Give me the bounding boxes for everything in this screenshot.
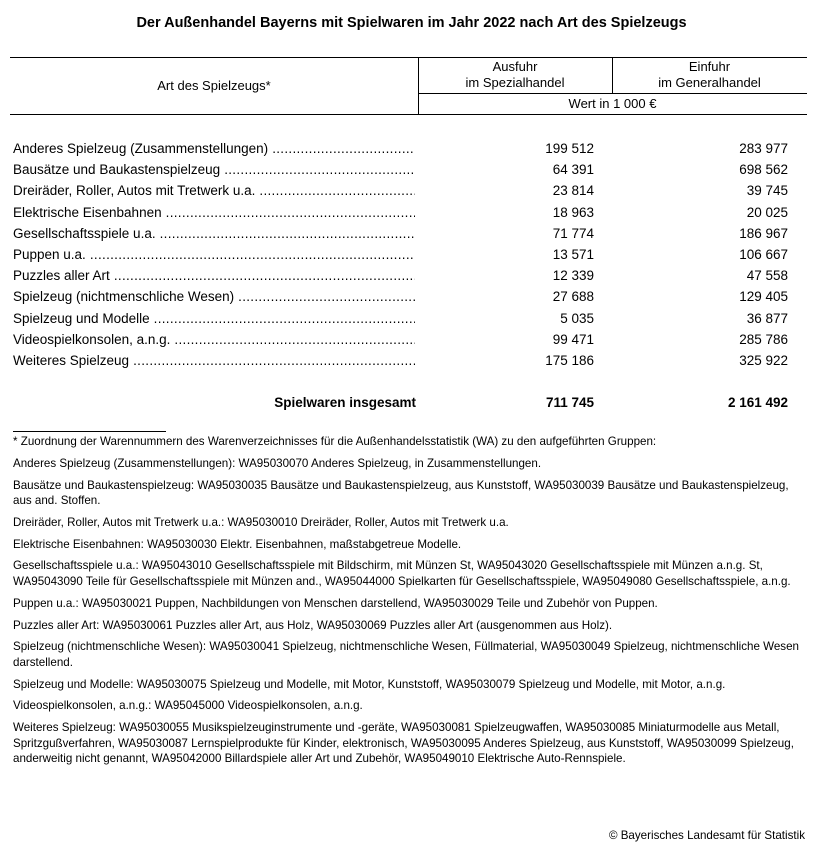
row-einfuhr-value: 36 877 xyxy=(746,310,788,326)
row-label: Spielzeug (nichtmenschliche Wesen) ..... xyxy=(13,286,415,307)
footnote-item: Videospielkonsolen, a.n.g.: WA95045000 Videospielkonsolen, a.n.g. xyxy=(13,699,363,713)
column-header-ausfuhr xyxy=(418,59,612,93)
row-label: Weiteres Spielzeug ..... xyxy=(13,350,415,371)
footnote-item: Puppen u.a.: WA95030021 Puppen, Nachbildungen von Menschen darstellend, WA95030029 Teile und Zubehör von Puppen. xyxy=(13,596,658,610)
table-row xyxy=(0,202,823,223)
row-ausfuhr-value: 5 035 xyxy=(560,310,594,326)
table-row xyxy=(0,138,823,159)
row-einfuhr-value: 285 786 xyxy=(739,331,788,347)
row-ausfuhr-value: 13 571 xyxy=(552,246,594,262)
footnote-separator xyxy=(13,431,166,432)
total-row xyxy=(0,392,823,413)
row-label: Puzzles aller Art ..... xyxy=(13,265,415,286)
footnotes xyxy=(13,434,803,773)
column-header-einfuhr-line2: im Generalhandel xyxy=(658,75,761,90)
column-header-ausfuhr-line1: Ausfuhr xyxy=(492,59,538,74)
footnote-item: Puzzles aller Art: WA95030061 Puzzles aller Art, aus Holz, WA95030069 Puzzles aller Art (ausgenommen aus Holz). xyxy=(13,618,613,632)
row-label: Elektrische Eisenbahnen ..... xyxy=(13,202,415,223)
row-einfuhr-value: 698 562 xyxy=(739,162,788,178)
row-ausfuhr-value: 199 512 xyxy=(545,141,594,156)
table-row xyxy=(0,350,823,371)
row-einfuhr-value: 283 977 xyxy=(739,141,788,156)
row-ausfuhr-value: 27 688 xyxy=(552,289,594,305)
row-ausfuhr-value: 64 391 xyxy=(552,162,594,178)
row-label: Anderes Spielzeug (Zusammenstellungen) ..... xyxy=(13,138,415,159)
column-header-ausfuhr-line2: im Spezialhandel xyxy=(465,75,565,90)
table-row xyxy=(0,159,823,180)
footnote-item: Dreiräder, Roller, Autos mit Tretwerk u.a.: WA95030010 Dreiräder, Roller, Autos mit Tretwerk u.a. xyxy=(13,515,509,529)
row-einfuhr-value: 325 922 xyxy=(739,352,788,368)
footnote-intro: * Zuordnung der Warennummern des Warenverzeichnisses für die Außenhandelsstatistik (WA) zu den aufgeführten Gruppen: xyxy=(13,435,657,448)
footnote-item: Weiteres Spielzeug: WA95030055 Musikspielzeuginstrumente und -geräte, WA95030081 Spielzeugwaffen, WA95030085 Miniaturmodelle aus Metall, Spritzgußverfahren, WA95030087 Lernspielprodukte für Kinder, elektronisch, WA95030095 Anderes Spielzeug, aus Kunststoff, WA95030099 Spielzeug, anderweitig nicht genannt, WA95042000 Billardspiele aller Art und Zubehör, WA95049010 Elektrische Auto-Rennspiele. xyxy=(13,721,794,766)
row-label: Puppen u.a. ..... xyxy=(13,244,415,265)
table-row xyxy=(0,329,823,350)
footnote-item: Gesellschaftsspiele u.a.: WA95043010 Gesellschaftsspiele mit Bildschirm, mit Münzen St, WA95043020 Gesellschaftsspiele mit Münzen a.n.g. St, WA95043090 Teile für Gesellschaftsspiele mit Münzen and., WA95044000 Spielkarten für Gesellschaftsspiele, WA95049080 Gesellschaftsspiele, a.n.g. xyxy=(13,559,791,588)
column-header-einfuhr xyxy=(612,59,807,93)
unit-label: Wert in 1 000 € xyxy=(568,96,657,111)
table-row xyxy=(0,180,823,201)
copyright-notice: © Bayerisches Landesamt für Statistik xyxy=(608,829,805,842)
row-einfuhr-value: 20 025 xyxy=(746,204,788,220)
footnote-item: Elektrische Eisenbahnen: WA95030030 Elektr. Eisenbahnen, maßstabgetreue Modelle. xyxy=(13,537,462,551)
row-ausfuhr-value: 18 963 xyxy=(552,204,594,220)
row-label: Videospielkonsolen, a.n.g. ..... xyxy=(13,329,415,350)
table-row xyxy=(0,265,823,286)
row-einfuhr-value: 129 405 xyxy=(739,289,788,305)
row-ausfuhr-value: 175 186 xyxy=(545,352,594,368)
row-ausfuhr-value: 23 814 xyxy=(552,183,594,199)
table-body xyxy=(0,138,823,371)
total-einfuhr-value: 2 161 492 xyxy=(727,395,788,410)
footnote-item: Spielzeug und Modelle: WA95030075 Spielzeug und Modelle, mit Motor, Kunststoff, WA95030079 Spielzeug und Modelle, mit Motor, a.n.g. xyxy=(13,677,726,691)
table-row xyxy=(0,308,823,329)
page-title: Der Außenhandel Bayerns mit Spielwaren im Jahr 2022 nach Art des Spielzeugs xyxy=(136,15,687,31)
row-einfuhr-value: 186 967 xyxy=(739,225,788,241)
row-einfuhr-value: 106 667 xyxy=(739,246,788,262)
header-bottom-rule xyxy=(10,114,807,115)
table-row xyxy=(0,244,823,265)
row-ausfuhr-value: 99 471 xyxy=(552,331,594,347)
footnote-item: Anderes Spielzeug (Zusammenstellungen): WA95030070 Anderes Spielzeug, in Zusammenstellungen. xyxy=(13,456,542,470)
row-label: Spielzeug und Modelle ..... xyxy=(13,308,415,329)
footnote-item: Bausätze und Baukastenspielzeug: WA95030035 Bausätze und Baukastenspielzeug, aus Kunststoff, WA95030039 Bausätze und Baukastenspielzeug, aus and. Stoffen. xyxy=(13,478,789,508)
column-header-art: Art des Spielzeugs* xyxy=(157,78,271,93)
row-label: Bausätze und Baukastenspielzeug ..... xyxy=(13,159,415,180)
total-label: Spielwaren insgesamt xyxy=(274,395,416,410)
row-label: Dreiräder, Roller, Autos mit Tretwerk u.a. ..... xyxy=(13,180,415,201)
row-ausfuhr-value: 12 339 xyxy=(552,268,594,284)
column-header-einfuhr-line1: Einfuhr xyxy=(688,59,731,74)
total-ausfuhr-value: 711 745 xyxy=(545,395,594,410)
row-einfuhr-value: 39 745 xyxy=(746,183,788,199)
row-label: Gesellschaftsspiele u.a. ..... xyxy=(13,223,415,244)
footnote-item: Spielzeug (nichtmenschliche Wesen): WA95030041 Spielzeug, nichtmenschliche Wesen, Füllmaterial, WA95030049 Spielzeug, nichtmenschliche Wesen darstellend. xyxy=(13,640,800,669)
row-ausfuhr-value: 71 774 xyxy=(552,225,594,241)
table-row xyxy=(0,286,823,307)
row-einfuhr-value: 47 558 xyxy=(746,268,788,284)
table-row xyxy=(0,223,823,244)
